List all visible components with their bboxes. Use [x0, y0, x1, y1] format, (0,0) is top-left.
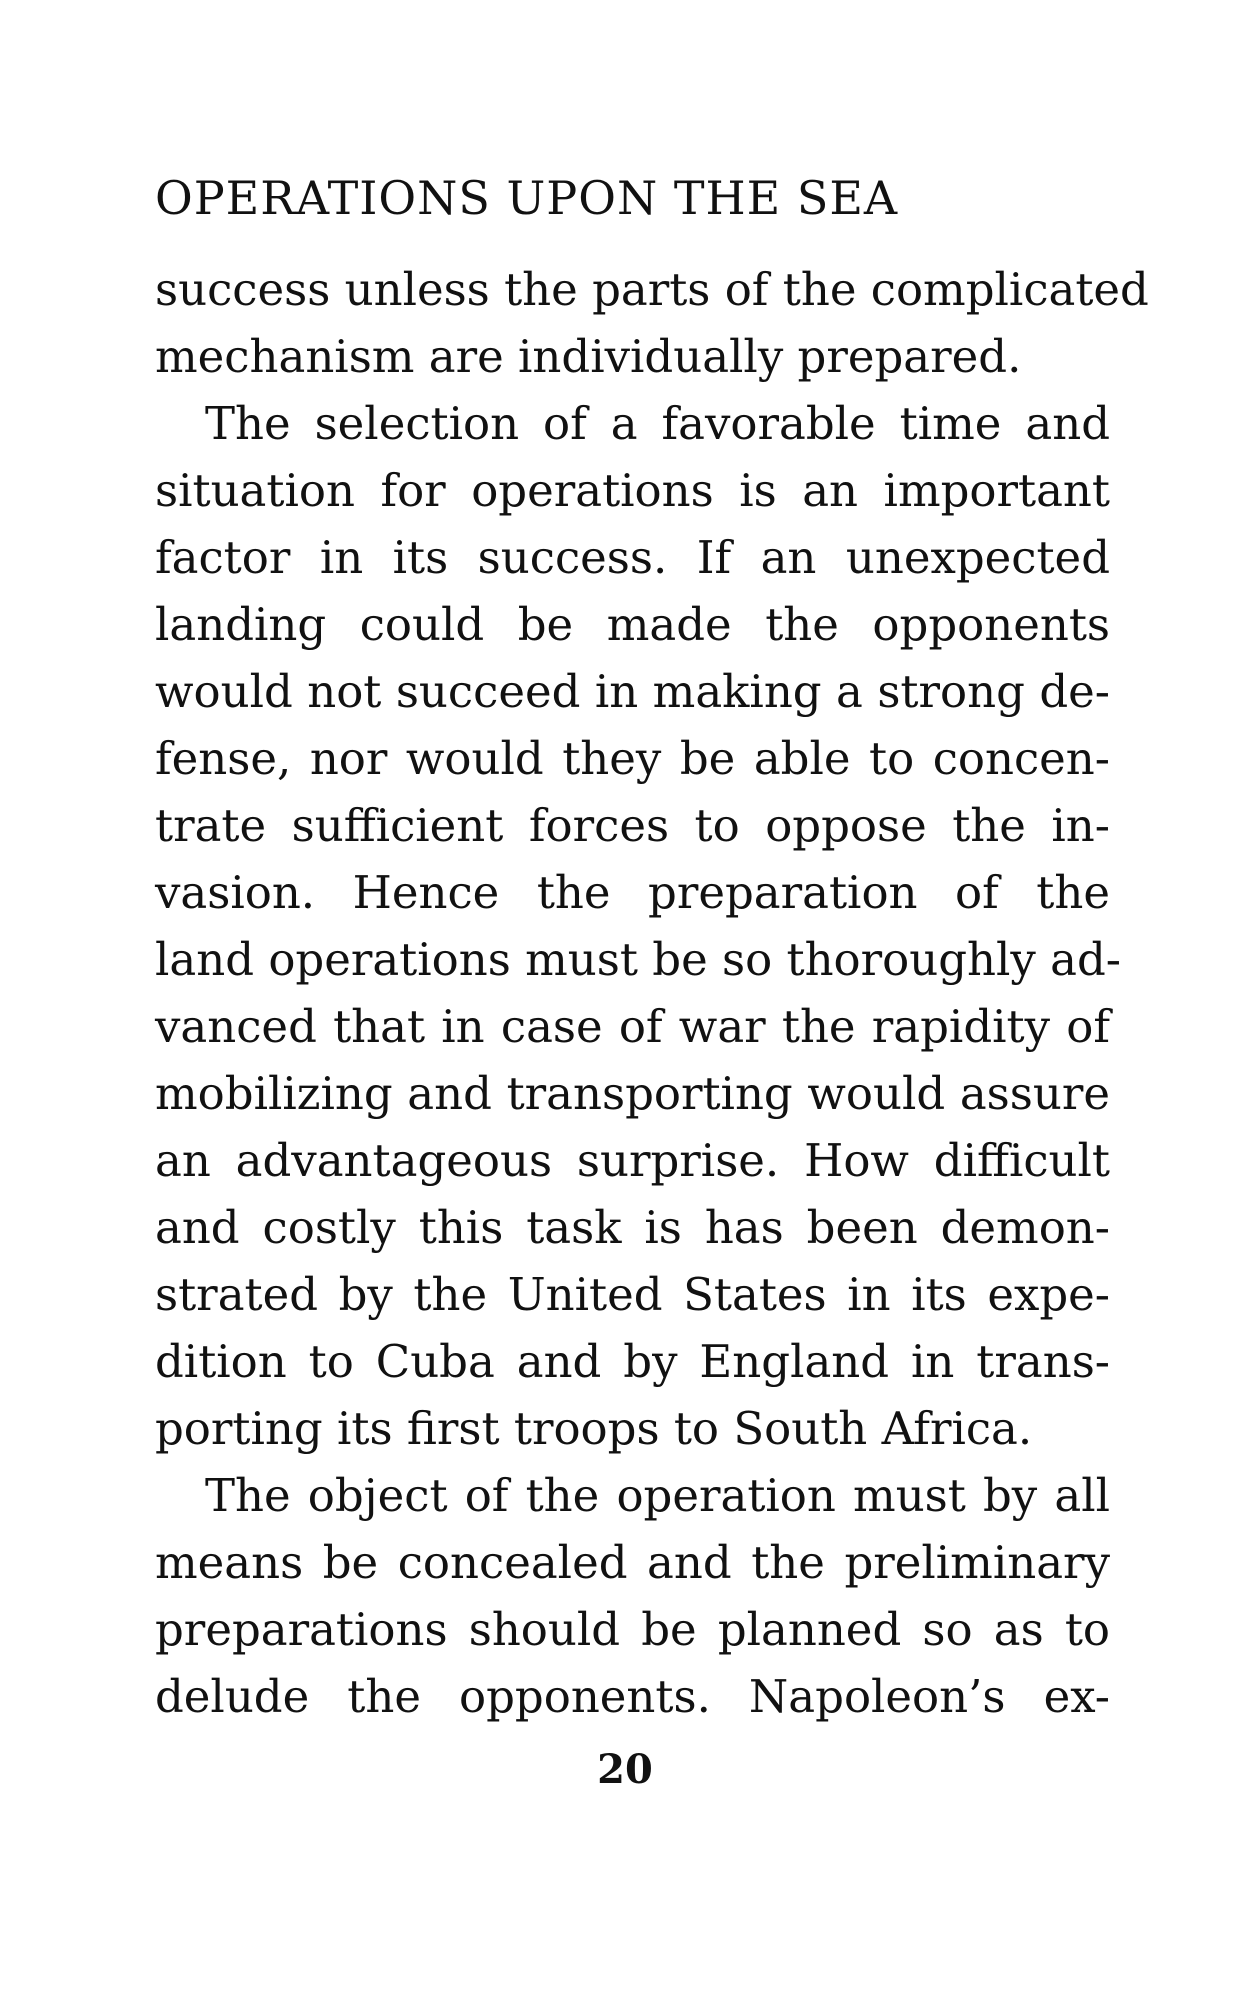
text-line: The object of the operation must by all	[205, 1469, 1110, 1522]
text-line: dition to Cuba and by England in trans-	[155, 1335, 1110, 1388]
text-line: mobilizing and transporting would assure	[155, 1067, 1110, 1120]
body-text	[155, 256, 1149, 1730]
text-line: trate sufficient forces to oppose the in-	[155, 799, 1110, 852]
text-line: landing could be made the opponents	[155, 598, 1110, 651]
text-line: an advantageous surprise. How difficult	[155, 1134, 1110, 1187]
text-line: delude the opponents. Napoleon’s ex-	[155, 1670, 1110, 1723]
text-line: fense, nor would they be able to concen-	[155, 732, 1110, 785]
running-head: OPERATIONS UPON THE SEA	[155, 171, 899, 225]
text-line: preparations should be planned so as to	[155, 1603, 1110, 1656]
text-line: would not succeed in making a strong de-	[155, 665, 1110, 718]
text-line: mechanism are individually prepared.	[155, 330, 1022, 383]
text-line: situation for operations is an important	[155, 464, 1110, 517]
text-line: vanced that in case of war the rapidity of	[155, 1000, 1110, 1053]
text-line: porting its first troops to South Africa.	[155, 1402, 1033, 1455]
text-line: factor in its success. If an unexpected	[155, 531, 1110, 584]
text-line: land operations must be so thoroughly ad-	[155, 933, 1121, 986]
text-line: and costly this task is has been demon-	[155, 1201, 1110, 1254]
text-line: The selection of a favorable time and	[205, 397, 1110, 450]
text-line: success unless the parts of the complicated	[155, 263, 1149, 316]
text-line: vasion. Hence the preparation of the	[155, 866, 1110, 919]
text-line: means be concealed and the preliminary	[155, 1536, 1110, 1589]
page-number: 20	[597, 1746, 653, 1793]
text-line: strated by the United States in its expe-	[155, 1268, 1110, 1321]
